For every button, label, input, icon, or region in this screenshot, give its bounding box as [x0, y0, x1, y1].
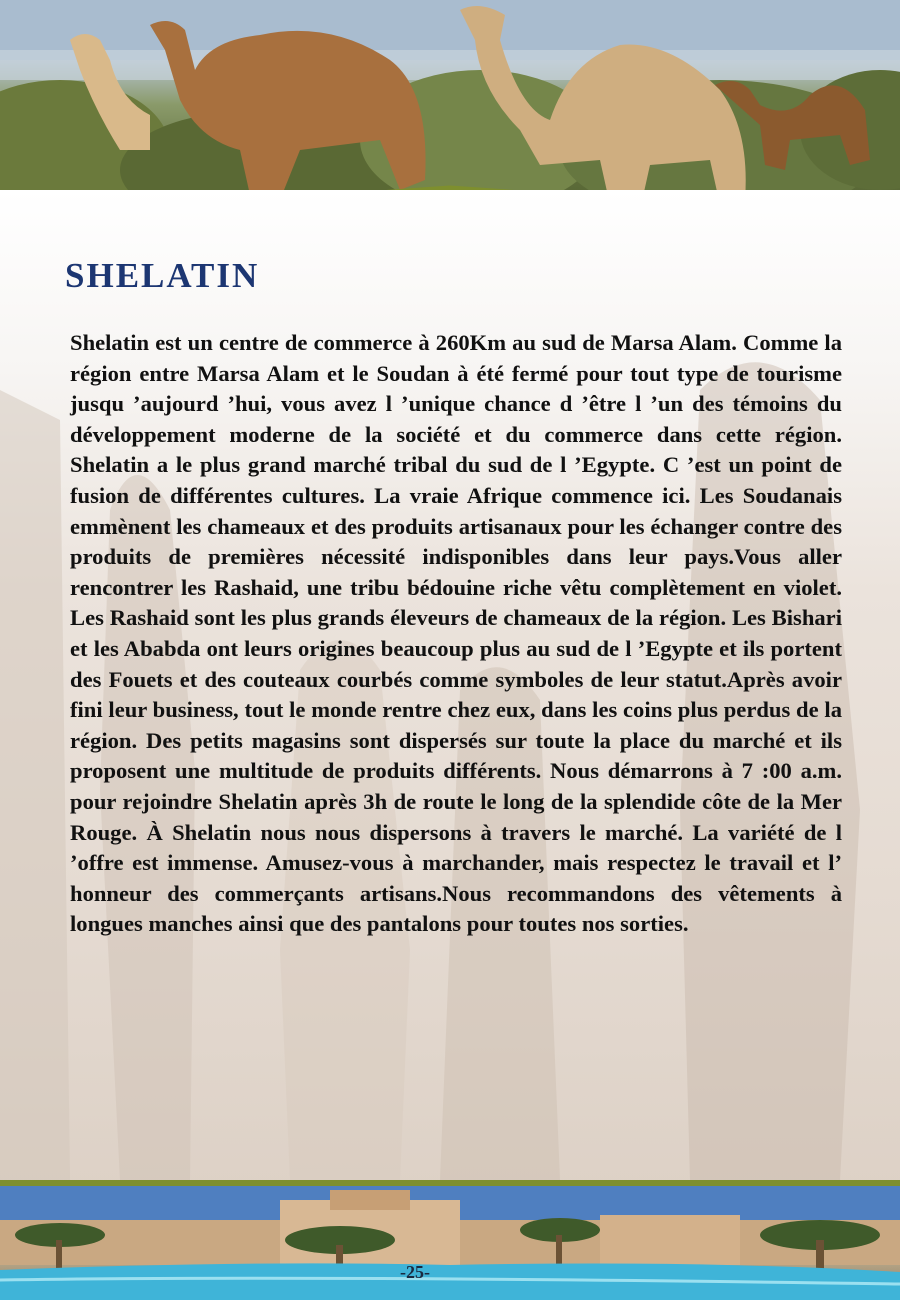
resort-footer-photo	[0, 1180, 900, 1300]
page-title: SHELATIN	[65, 256, 260, 295]
page-number: -25-	[400, 1262, 430, 1282]
body-paragraph: Shelatin est un centre de commerce à 260Km au sud de Marsa Alam. Comme la région entre Marsa Alam et le Soudan à été fermé pour tout type de tourisme jusqu ’aujourd ’hui, vous avez l ’unique chance d ’être l ’un des témoins du développement moderne de la société et du commerce dans cette région. Shelatin a le plus grand marché tribal du sud de l ’Egypte. C ’est un point de fusion de différentes cultures. La vraie Afrique commence ici. Les Soudanais emmènent les chameaux et des produits artisanaux pour les échanger contre des produits de premières nécessité indisponibles dans leur pays.Vous aller rencontrer les Rashaid, une tribu bédouine riche vêtu complètement en violet. Les Rashaid sont les plus grands éleveurs de chameaux de la région. Les Bishari et les Ababda ont leurs origines beaucoup plus au sud de l ’Egypte et ils portent des Fouets et des couteaux courbés comme symboles de leur statut.Après avoir fini leur business, tout le monde rentre chez eux, dans les coins plus perdus de la région. Des petits magasins sont dispersés sur toute la place du marché et ils proposent une multitude de produits différents. Nous démarrons à 7 :00 a.m. pour rejoindre Shelatin après 3h de route le long de la splendide côte de la Mer Rouge. À Shelatin nous nous dispersons à travers le marché. La variété de l ’offre est immense. Amusez-vous à marchander, mais respectez le travail et l’ honneur des commerçants artisans.Nous recommandons des vêtements à longues manches ainsi que des pantalons pour toutes nos sorties.	[70, 330, 842, 937]
